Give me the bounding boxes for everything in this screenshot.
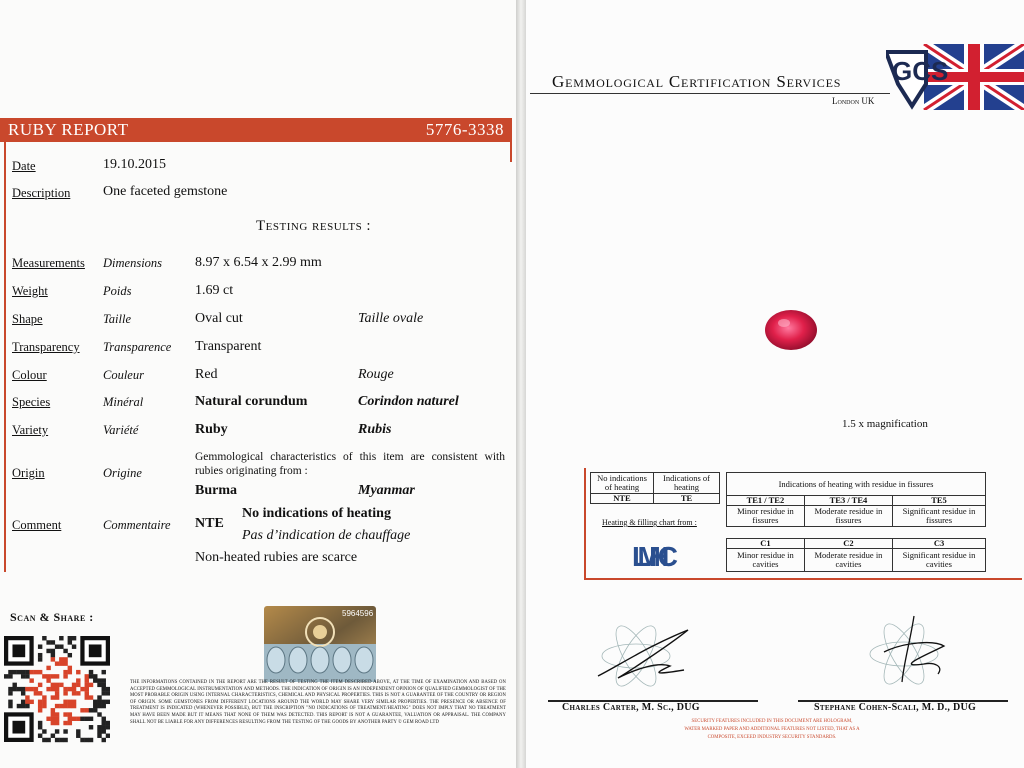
date-value: 19.10.2015: [103, 157, 166, 172]
signer-cohen-scali-name: Stephane Cohen-Scali, M. D., DUG: [814, 702, 977, 713]
c1-desc-cell: Minor residue in cavities: [727, 549, 805, 572]
left-accent-line: [4, 142, 6, 572]
c1-cell: C1: [727, 539, 805, 549]
origin-fr: Origine: [103, 466, 142, 480]
te34-desc-cell: Moderate residue in fissures: [804, 506, 892, 527]
report-title: RUBY REPORT: [8, 120, 129, 139]
report-right-page: [526, 0, 1024, 768]
shape-value: Oval cut: [195, 311, 243, 326]
colour-value-fr: Rouge: [358, 367, 394, 382]
origin-value-fr: Myanmar: [358, 483, 415, 498]
report-banner: [0, 118, 512, 142]
comment-note: Non-heated rubies are scarce: [195, 550, 358, 565]
security-note: SECURITY FEATURES INCLUDED IN THIS DOCUMENT ARE HOLOGRAM, WATER MARKED PAPER AND ADDITIONAL FEATURES NOT LISTED, THAT AS A COMPOSITE, EXCEED INDUSTRY SECURITY STANDARDS.: [684, 719, 860, 741]
lmhc-letters: LMHC: [632, 541, 678, 572]
date-label: Date: [12, 159, 36, 173]
variety-fr: Variété: [103, 423, 139, 437]
c3-cell: C3: [893, 539, 986, 549]
te34-cell: TE3 / TE4: [804, 496, 892, 506]
colour-fr: Couleur: [103, 368, 144, 382]
comment-value-fr: Pas d’indication de chauffage: [242, 528, 411, 543]
comment-value: No indications of heating: [242, 506, 391, 521]
species-value-fr: Corindon naturel: [358, 394, 459, 409]
page-gutter: [516, 0, 526, 768]
right-accent-line: [510, 142, 512, 162]
heating-chart-table-left: [590, 472, 720, 504]
testing-results-heading: Testing results :: [256, 218, 372, 234]
c2-desc-cell: Moderate residue in cavities: [804, 549, 892, 572]
lmhc-logo: [630, 536, 680, 576]
weight-value: 1.69 ct: [195, 283, 234, 298]
weight-fr: Poids: [103, 284, 132, 298]
no-indications-cell: No indications of heating: [591, 473, 654, 494]
signature-carter: [588, 616, 718, 696]
shape-value-fr: Taille ovale: [358, 311, 424, 326]
shape-label: Shape: [12, 312, 43, 326]
variety-label: Variety: [12, 423, 49, 437]
transparency-value: Transparent: [195, 339, 262, 354]
indications-cell: Indications of heating: [654, 473, 720, 494]
comment-label: Comment: [12, 518, 62, 532]
shape-fr: Taille: [103, 312, 132, 326]
te12-desc-cell: Minor residue in fissures: [727, 506, 805, 527]
comment-code: NTE: [195, 516, 224, 531]
c2-cell: C2: [804, 539, 892, 549]
qr-code[interactable]: [4, 636, 110, 744]
te12-cell: TE1 / TE2: [727, 496, 805, 506]
transparency-label: Transparency: [12, 340, 80, 354]
logo-letters: GCS: [892, 56, 949, 86]
ruby-photo: [762, 308, 820, 352]
measurements-label: Measurements: [12, 256, 85, 270]
te5-desc-cell: Significant residue in fissures: [893, 506, 986, 527]
variety-value: Ruby: [195, 422, 228, 437]
hologram-number: 5964596: [342, 609, 374, 618]
heating-chart-table-cavities: [726, 538, 986, 572]
heating-chart-source-link[interactable]: Heating & filling chart from :: [602, 518, 697, 527]
org-location: London UK: [832, 96, 875, 106]
origin-value: Burma: [195, 483, 237, 498]
org-title: Gemmological Certification Services: [552, 72, 842, 91]
scan-share-label: Scan & Share :: [10, 610, 94, 624]
te-cell: TE: [654, 494, 720, 504]
gcs-flag-logo: [886, 44, 1024, 110]
measurements-value: 8.97 x 6.54 x 2.99 mm: [195, 255, 322, 270]
origin-statement: Gemmological characteristics of this item are consistent with rubies originating from :: [195, 451, 505, 477]
signature-cohen-scali: [854, 612, 964, 696]
species-fr: Minéral: [103, 395, 144, 409]
colour-value: Red: [195, 367, 218, 382]
species-label: Species: [12, 395, 51, 409]
report-number: 5776-3338: [425, 120, 504, 139]
c3-desc-cell: Significant residue in cavities: [893, 549, 986, 572]
te5-cell: TE5: [893, 496, 986, 506]
colour-label: Colour: [12, 368, 47, 382]
species-value: Natural corundum: [195, 394, 308, 409]
measurements-fr: Dimensions: [103, 256, 163, 270]
disclaimer-text: THE INFORMATIONS CONTAINED IN THE REPORT ARE THE RESULT OF TESTING THE ITEM DESCRIBED ABOVE, AT THE TIME OF EXAMINATION AND BASED ON ACCEPTED GEMMOLOGICAL INSTRUMENTATION AND METHODS. THE INDICATION OF ORIGIN IS AN INDEPENDENT OPINION OF QUALIFIED GEMMOLOGIST OF THE MOST PROBABLE ORIGIN USING INTERNAL CHARACTERISTICS, CHEMICAL AND PHYSICAL PROPERTIES. THIS IS NOT A GUARANTEE OF THE COUNTRY OR REGION OF ORIGIN. SOME GEMSTONES FROM DIFFERENT LOCATIONS AROUND THE WORLD MAY SHARE VERY SIMILAR PROPERTIES. THE PRESENCE OR ABSENCE OF TREATMENT IS INDICATED (WHENEVER POSSIBLE), BUT THE INSCRIPTION "NO INDICATIONS OF TREATMENT/HEATING" DOES NOT IMPLY THAT NO TREATMENT MAY HAVE BEEN MADE BUT IT MEANS THAT NONE OF THEM WAS DETECTED. THIS REPORT IS NOT A GUARANTEE, VALUATION OR APPRAISAL. THE COMPANY SHALL NOT BE LIABLE FOR ANY DIFFERENCES RESULTING FROM THE TESTING OF THE GOODS BY ANOTHER PARTY © GEM ROAD LTD: [130, 680, 506, 725]
comment-fr: Commentaire: [103, 518, 171, 532]
hologram-sticker: [264, 606, 376, 682]
origin-label: Origin: [12, 466, 45, 480]
description-value: One faceted gemstone: [103, 184, 228, 199]
weight-label: Weight: [12, 284, 48, 298]
org-rule: [530, 93, 890, 94]
residue-header-cell: Indications of heating with residue in fissures: [727, 473, 986, 496]
description-label: Description: [12, 186, 71, 200]
nte-cell: NTE: [591, 494, 654, 504]
variety-value-fr: Rubis: [358, 422, 392, 437]
signer-carter-name: Charles Carter, M. Sc., DUG: [562, 702, 700, 713]
transparency-fr: Transparence: [103, 340, 172, 354]
magnification-caption: 1.5 x magnification: [842, 418, 928, 430]
heating-chart-table-fissures: [726, 472, 986, 527]
